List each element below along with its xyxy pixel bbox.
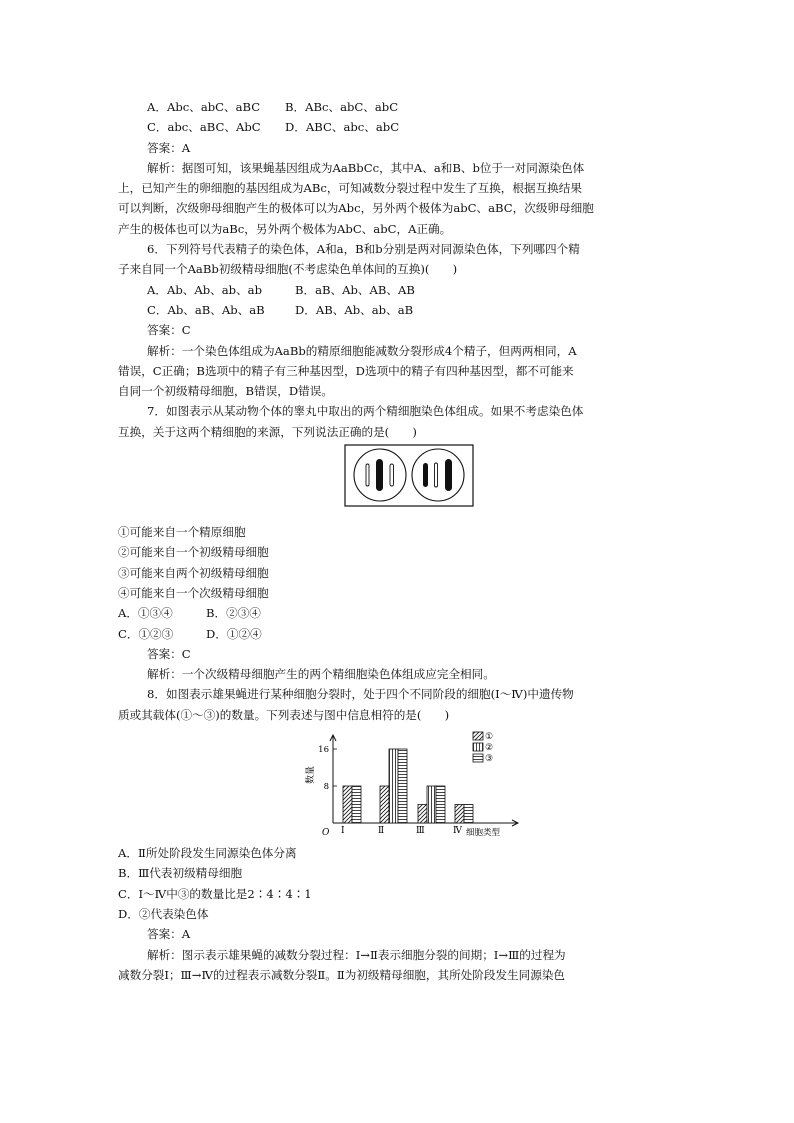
q8-option-a: A．Ⅱ所处阶段发生同源染色体分离 xyxy=(118,846,297,861)
q8-stem-line: 8．如图表示雄果蝇进行某种细胞分裂时，处于四个不同阶段的细胞(Ⅰ～Ⅳ)中遗传物 xyxy=(147,687,574,702)
legend-label: ① xyxy=(485,732,494,743)
legend-label: ③ xyxy=(485,754,494,765)
q5-explanation-line: 解析：据图可知，该果蝇基因组成为AaBbCc，其中A、a和B、b位于一对同源染色体 xyxy=(147,160,585,175)
q5-explanation-line: 产生的极体也可以为aBc，另外两个极体为AbC、abC，A正确。 xyxy=(118,221,452,236)
legend-swatch xyxy=(473,743,483,751)
chart-bars xyxy=(343,749,473,823)
q7-option-c: C．①②③ xyxy=(118,626,174,641)
bar xyxy=(464,805,473,824)
q7-statement-4: ④可能来自一个次级精母细胞 xyxy=(118,585,269,600)
sperm-cells-figure xyxy=(118,442,680,522)
y-axis-label: 数量 xyxy=(306,766,316,785)
q8-answer: 答案：A xyxy=(147,927,191,942)
q8-explanation-line: 解析：图示表示雄果蝇的减数分裂过程：Ⅰ→Ⅱ表示细胞分裂的间期；Ⅰ→Ⅲ的过程为 xyxy=(147,947,566,962)
q7-stem-line: 7．如图表示从某动物个体的睾丸中取出的两个精细胞染色体组成。如果不考虑染色体 xyxy=(147,404,584,419)
q7-statement-3: ③可能来自两个初级精母细胞 xyxy=(118,565,269,580)
q7-option-d: D．①②④ xyxy=(206,626,262,641)
q6-answer: 答案：C xyxy=(147,323,191,338)
q7-options-row2 xyxy=(118,624,680,644)
bar xyxy=(343,786,352,823)
bar-chart xyxy=(118,725,680,843)
bar xyxy=(389,749,398,823)
bar xyxy=(436,786,445,823)
q5-explanation-line: 上，已知产生的卵细胞的基因组成为ABc，可知减数分裂过程中发生了互换，根据互换结果 xyxy=(118,181,582,196)
bar xyxy=(418,805,427,824)
q8-option-b: B．Ⅲ代表初级精母细胞 xyxy=(118,866,243,881)
q5-explanation-line: 可以判断，次级卵母细胞产生的极体可以为Abc，另外两个极体为abC、aBC，次级卵母细胞 xyxy=(118,201,594,216)
x-tick-label: Ⅱ xyxy=(378,826,385,837)
q8-option-c: C．Ⅰ～Ⅳ中③的数量比是2∶4∶4∶1 xyxy=(118,886,312,901)
q6-option-a: A．Ab、Ab、ab、ab xyxy=(147,282,263,297)
bar xyxy=(455,805,464,824)
q5-options-row1 xyxy=(118,97,680,117)
q5-options-row2 xyxy=(118,117,680,137)
y-tick-label: 16 xyxy=(318,745,329,756)
y-tick-label: 8 xyxy=(323,782,329,793)
q5-option-d: D．ABC、abc、abC xyxy=(285,120,400,135)
legend-label: ② xyxy=(485,743,494,754)
q6-options-row1 xyxy=(118,280,680,300)
q6-stem-line: 6．下列符号代表精子的染色体，A和a，B和b分别是两对同源染色体，下列哪四个精 xyxy=(147,242,580,257)
q6-explanation-line: 错误，C正确；B选项中的精子有三种基因型，D选项中的精子有四种基因型，都不可能来 xyxy=(118,363,574,378)
q6-option-c: C．Ab、aB、Ab、aB xyxy=(147,302,265,317)
q7-options-row1 xyxy=(118,603,680,623)
legend-swatch xyxy=(473,732,483,740)
q7-explanation-line: 解析：一个次级精母细胞产生的两个精细胞染色体组成应完全相同。 xyxy=(147,667,495,682)
q7-option-a: A．①③④ xyxy=(118,606,173,621)
bar xyxy=(398,749,407,823)
q6-stem-line: 子来自同一个AaBb初级精母细胞(不考虑染色单体间的互换)( ) xyxy=(118,262,458,277)
bar xyxy=(380,786,389,823)
sperm-cell-left xyxy=(354,449,406,501)
q6-option-d: D．AB、Ab、ab、aB xyxy=(295,302,414,317)
q5-answer: 答案：A xyxy=(147,140,191,155)
q5-option-b: B．ABc、abC、abC xyxy=(285,100,399,114)
q8-stem-line: 质或其载体(①～③)的数量。下列表述与图中信息相符的是( ) xyxy=(118,707,450,722)
q6-explanation-line: 解析：一个染色体组成为AaBb的精原细胞能减数分裂形成4个精子，但两两相同，A xyxy=(147,343,577,358)
x-tick-label: Ⅳ xyxy=(453,826,462,837)
legend-swatch xyxy=(473,754,483,762)
q7-statement-1: ①可能来自一个精原细胞 xyxy=(118,525,246,540)
q7-stem-line: 互换，关于这两个精细胞的来源，下列说法正确的是( ) xyxy=(118,424,417,439)
bar xyxy=(427,786,436,823)
q7-option-b: B．②③④ xyxy=(206,606,261,621)
q6-option-b: B．aB、Ab、AB、AB xyxy=(295,282,415,297)
document-content xyxy=(118,97,680,985)
q7-statement-2: ②可能来自一个初级精母细胞 xyxy=(118,545,269,560)
q6-explanation-line: 自同一个初级精母细胞，B错误，D错误。 xyxy=(118,384,333,399)
bar xyxy=(352,786,361,823)
chart-legend xyxy=(473,732,493,764)
origin-label: O xyxy=(322,828,330,839)
q8-explanation-line: 减数分裂Ⅰ；Ⅲ→Ⅳ的过程表示减数分裂Ⅱ。Ⅱ为初级精母细胞，其所处阶段发生同源染色 xyxy=(118,967,566,982)
q8-option-d: D．②代表染色体 xyxy=(118,906,209,921)
x-axis-label: 细胞类型 xyxy=(466,828,501,839)
q5-option-a: A．Abc、abC、aBC xyxy=(147,100,261,114)
q6-options-row2 xyxy=(118,300,680,320)
q5-option-c: C．abc、aBC、AbC xyxy=(147,120,261,135)
x-tick-label: Ⅲ xyxy=(416,826,425,837)
x-tick-label: Ⅰ xyxy=(341,826,345,837)
q7-answer: 答案：C xyxy=(147,646,191,661)
sperm-cell-right xyxy=(412,449,464,501)
